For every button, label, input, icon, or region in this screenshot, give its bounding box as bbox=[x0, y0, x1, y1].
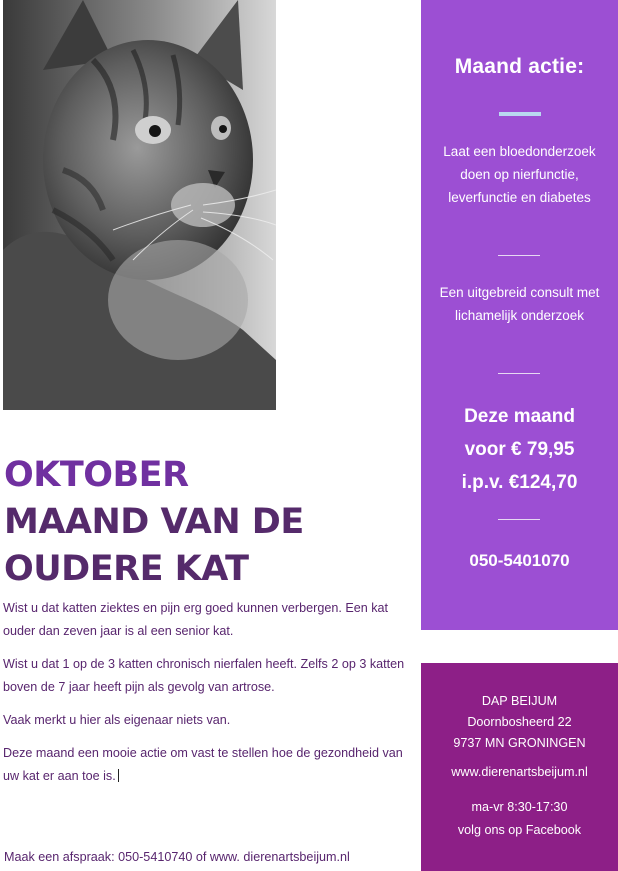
contact-street: Doornbosheerd 22 bbox=[467, 715, 572, 729]
title-line-3: OUDERE KAT bbox=[4, 549, 249, 589]
promo-offer-2: Een uitgebreid consult met lichamelijk onderzoek bbox=[439, 285, 600, 323]
contact-address bbox=[421, 691, 618, 754]
paragraph-4 bbox=[3, 742, 413, 788]
promo-price bbox=[431, 400, 608, 499]
text-cursor bbox=[118, 769, 119, 782]
promo-divider-1 bbox=[498, 255, 540, 256]
paragraph-4-text: Deze maand een mooie actie om vast te stellen hoe de gezondheid van uw kat er aan toe is. bbox=[3, 746, 403, 783]
facebook-link[interactable]: volg ons op Facebook bbox=[457, 823, 582, 837]
contact-hours: ma-vr 8:30-17:30 bbox=[471, 800, 568, 814]
paragraph-1: Wist u dat katten ziektes en pijn erg goed kunnen verbergen. Een kat ouder dan zeven jaar is al een senior kat. bbox=[3, 601, 389, 638]
cat-photo bbox=[3, 0, 276, 410]
appointment-line: Maak een afspraak: 050-5410740 of www. dierenartsbeijum.nl bbox=[4, 850, 350, 864]
title-month: OKTOBER bbox=[4, 455, 189, 495]
contact-city: 9737 MN GRONINGEN bbox=[453, 736, 586, 750]
promo-panel bbox=[421, 0, 618, 630]
title-line-2: MAAND VAN DE bbox=[4, 502, 304, 542]
contact-panel bbox=[421, 663, 618, 871]
body-text bbox=[3, 597, 413, 798]
promo-heading-divider bbox=[499, 112, 541, 116]
promo-phone: 050-5401070 bbox=[469, 551, 570, 570]
promo-divider-2 bbox=[498, 373, 540, 374]
page-title bbox=[4, 452, 414, 593]
promo-price-line-3: i.p.v. €124,70 bbox=[461, 472, 578, 493]
contact-name: DAP BEIJUM bbox=[481, 694, 558, 708]
contact-website-link[interactable]: www.dierenartsbeijum.nl bbox=[451, 765, 588, 779]
promo-price-line-2: voor € 79,95 bbox=[464, 439, 575, 460]
promo-offer-1: Laat een bloedonderzoek doen op nierfunctie, leverfunctie en diabetes bbox=[443, 144, 596, 205]
promo-price-line-1: Deze maand bbox=[464, 406, 575, 427]
promo-divider-3 bbox=[498, 519, 540, 520]
paragraph-3: Vaak merkt u hier als eigenaar niets van. bbox=[3, 713, 231, 727]
paragraph-2: Wist u dat 1 op de 3 katten chronisch nierfalen heeft. Zelfs 2 op 3 katten boven de 7 jaar heeft pijn als gevolg van artrose. bbox=[3, 657, 405, 694]
promo-heading: Maand actie: bbox=[454, 55, 585, 78]
